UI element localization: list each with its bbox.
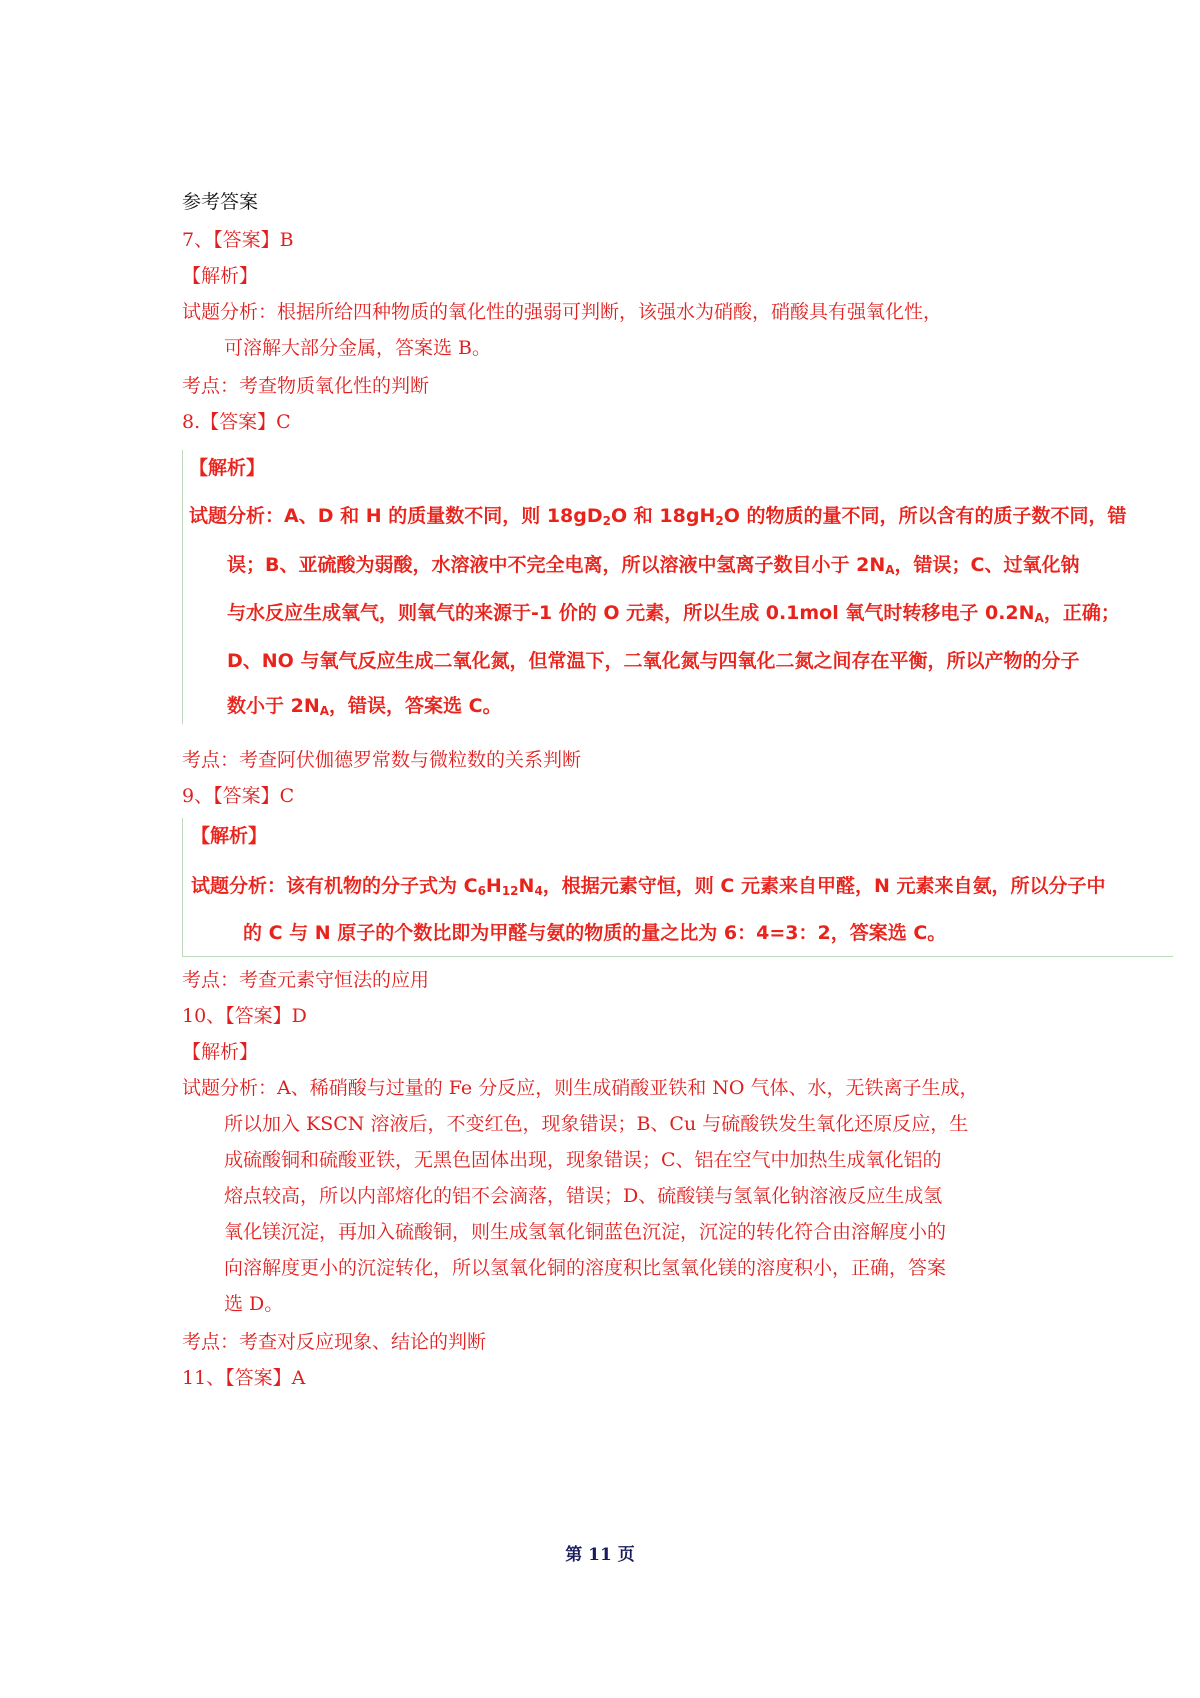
q8-analysis-line: 与水反应生成氧气，则氧气的来源于-1 价的 O 元素，所以生成 0.1mol 氧气时转移电子 $0.2N_A$，正确； xyxy=(227,602,1120,625)
q9-point: 考点：考查元素守恒法的应用 xyxy=(182,969,430,991)
q9-analysis-label: 【解析】 xyxy=(191,825,268,847)
q10-analysis-line: 熔点较高，所以内部熔化的铝不会滴落，错误；D、硫酸镁与氢氧化钠溶液反应生成氢 xyxy=(224,1185,943,1207)
q10-analysis-line: 成硫酸铜和硫酸亚铁，无黑色固体出现，现象错误；C、铝在空气中加热生成氧化铝的 xyxy=(224,1149,942,1171)
q8-analysis-line: 误；B、亚硫酸为弱酸，水溶液中不完全电离，所以溶液中氢离子数目小于 $2N_A$，错误；C、过氧化钠 xyxy=(227,554,1080,577)
q8-analysis-label: 【解析】 xyxy=(189,457,266,479)
page-number: 第 11 页 xyxy=(565,1545,635,1565)
q9-answer: 9、【答案】C xyxy=(182,785,295,807)
q9-analysis-line: 试题分析：该有机物的分子式为 $C_6H_{12}N_4$，根据元素守恒，则 C 元素来自甲醛，N 元素来自氨，所以分子中 xyxy=(191,875,1106,898)
q9-analysis-line: 的 C 与 N 原子的个数比即为甲醛与氨的物质的量之比为 6：4=3：2，答案选 C。 xyxy=(243,922,947,944)
q9-analysis-image xyxy=(182,818,1173,957)
q7-analysis-line: 试题分析：根据所给四种物质的氧化性的强弱可判断，该强水为硝酸，硝酸具有强氧化性， xyxy=(182,301,943,323)
q10-point: 考点：考查对反应现象、结论的判断 xyxy=(182,1331,487,1353)
q7-point: 考点：考查物质氧化性的判断 xyxy=(182,375,430,397)
q8-answer: 8.【答案】C xyxy=(182,411,291,433)
q10-analysis-line: 选 D。 xyxy=(224,1293,284,1315)
q10-analysis-line: 所以加入 KSCN 溶液后，不变红色，现象错误；B、Cu 与硫酸铁发生氧化还原反应，生 xyxy=(224,1113,969,1135)
q8-analysis-line: 试题分析：A、D 和 H 的质量数不同，则 $18gD_2O$ 和 $18gH_2O$ 的物质的量不同，所以含有的质子数不同，错 xyxy=(189,505,1127,528)
q8-analysis-image xyxy=(182,450,1163,724)
q10-analysis-line: 向溶解度更小的沉淀转化，所以氢氧化铜的溶度积比氢氧化镁的溶度积小，正确，答案 xyxy=(224,1257,947,1279)
q10-analysis-line: 试题分析：A、稀硝酸与过量的 Fe 分反应，则生成硝酸亚铁和 NO 气体、水，无铁离子生成， xyxy=(182,1077,979,1099)
q7-answer: 7、【答案】B xyxy=(182,229,294,251)
q7-analysis-line: 可溶解大部分金属，答案选 B。 xyxy=(224,337,492,359)
q8-point: 考点：考查阿伏伽德罗常数与微粒数的关系判断 xyxy=(182,749,582,771)
q10-analysis-label: 【解析】 xyxy=(182,1041,259,1063)
q8-analysis-line: 数小于 $2N_A$，错误，答案选 C。 xyxy=(227,695,502,718)
section-header: 参考答案 xyxy=(182,191,259,213)
q7-analysis-label: 【解析】 xyxy=(182,265,259,287)
q8-analysis-line: D、NO 与氧气反应生成二氧化氮，但常温下，二氧化氮与四氧化二氮之间存在平衡，所以产物的分子 xyxy=(227,650,1080,672)
q10-answer: 10、【答案】D xyxy=(182,1005,307,1027)
q10-analysis-line: 氧化镁沉淀，再加入硫酸铜，则生成氢氧化铜蓝色沉淀，沉淀的转化符合由溶解度小的 xyxy=(224,1221,947,1243)
q11-answer: 11、【答案】A xyxy=(182,1367,306,1389)
